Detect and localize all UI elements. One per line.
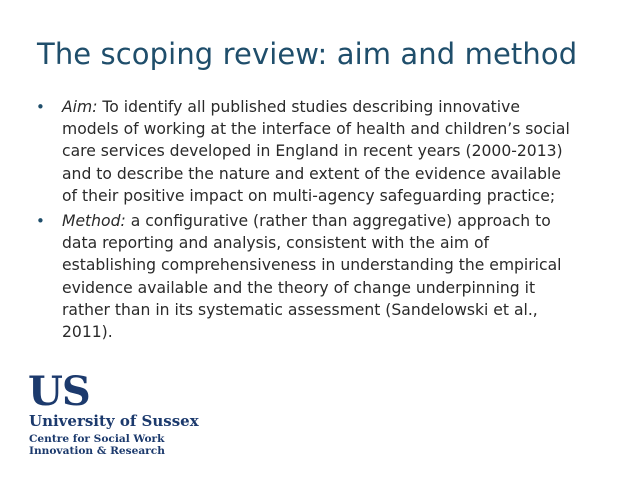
bullet-line: establishing comprehensiveness in understanding the empirical [62,256,562,275]
bullet-line: evidence available and the theory of change underpinning it [62,278,536,297]
bullet-text: a configurative (rather than aggregative) approach to [125,212,551,231]
bullet-line: data reporting and analysis, consistent with the aim of [62,234,490,253]
bullet-icon: • [36,98,45,116]
bullet-line: models of working at the interface of health and children’s social [62,120,570,139]
logo-centre-line-1: Centre for Social Work [29,433,165,445]
bullet-list [36,96,616,343]
bullet-line: 2011). [62,323,113,342]
bullet-line: of their positive impact on multi-agency safeguarding practice; [62,186,556,205]
logo-university-name: University of Sussex [29,412,199,430]
bullet-line: and to describe the nature and extent of the evidence available [62,164,561,183]
bullet-lead-method: Method: [62,212,126,231]
logo-mark: US [28,368,90,415]
university-logo [28,368,199,462]
bullet-line [62,210,616,232]
bullet-lead-aim: Aim: [62,98,98,116]
bullet-method [36,210,616,343]
bullet-text: To identify all published studies describing innovative [97,98,520,116]
bullet-line [62,96,616,118]
logo-centre-line-2: Innovation & Research [29,445,165,457]
bullet-aim [36,96,616,207]
slide-title: The scoping review: aim and method [37,37,578,71]
bullet-icon: • [36,212,45,231]
bullet-line: rather than in its systematic assessment (Sandelowski et al., [62,300,538,319]
bullet-line: care services developed in England in recent years (2000-2013) [62,142,563,161]
